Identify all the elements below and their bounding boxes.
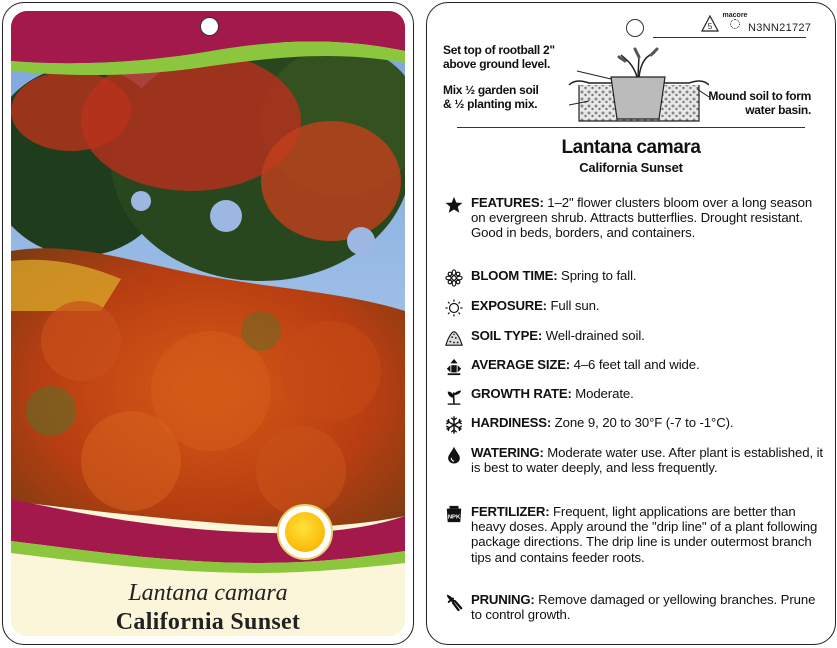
growth-icon [445,387,463,405]
info-average-size: AVERAGE SIZE: 4–6 feet tall and wide. [443,357,828,372]
hang-hole-back [626,19,644,37]
diagram-rule [457,127,805,128]
diagram-label-top: Set top of rootball 2" above ground level. [443,43,555,71]
soil-icon [445,329,463,347]
info-watering: WATERING: Moderate water use. After plant is established, it is best to water deeply, and less frequently. [443,445,828,475]
hang-hole [200,17,219,36]
info-pruning: PRUNING: Remove damaged or yellowing branches. Prune to control growth. [443,592,828,622]
size-icon [445,358,463,376]
sku-code: N3NN21727 [748,22,812,34]
flower-color-swatch [277,504,333,560]
plant-tag-back [426,2,836,645]
water-drop-icon [445,446,463,464]
scientific-name: Lantana camara [128,580,288,606]
info-fertilizer: NPK FERTILIZER: Frequent, light applications are better than heavy doses. Apply around the "drip line" of a plant following package directions. The drip line is under outermost branch tips and contains feeder roots. [443,504,828,565]
svg-text:5: 5 [707,22,713,31]
svg-text:NPK: NPK [447,514,461,521]
pruners-icon [445,593,463,611]
diagram-label-right: Mound soil to form water basin. [708,89,811,117]
plant-photo-art [11,11,405,636]
rootball-diagram-icon [559,41,709,127]
planting-diagram [441,41,821,127]
tag-front-panel [11,11,405,636]
snowflake-icon [445,416,463,434]
macore-logo [722,12,748,34]
header-rule [653,37,806,38]
plant-name-block [11,579,405,636]
info-soil-type: SOIL TYPE: Well-drained soil. [443,328,828,343]
diagram-label-left: Mix ½ garden soil & ½ planting mix. [443,83,539,111]
info-bloom-time: BLOOM TIME: Spring to fall. [443,268,828,283]
bloom-icon [445,269,463,287]
macore-text: macore [722,12,748,19]
star-icon [445,196,463,214]
back-scientific-name: Lantana camara [561,137,701,158]
info-features: FEATURES: 1–2" flower clusters bloom over a long season on evergreen shrub. Attracts butterflies. Drought resistant. Good in beds, borders, and containers. [443,195,828,241]
info-hardiness: HARDINESS: Zone 9, 20 to 30°F (-7 to -1°C). [443,415,828,430]
npk-icon [445,505,463,523]
common-name: California Sunset [115,609,301,635]
info-exposure: EXPOSURE: Full sun. [443,298,828,313]
back-common-name: California Sunset [579,160,683,175]
recycle-icon [701,15,719,33]
sun-icon [445,299,463,317]
info-growth-rate: GROWTH RATE: Moderate. [443,386,828,401]
plant-tag-front [2,2,414,645]
back-title-block [427,137,835,177]
